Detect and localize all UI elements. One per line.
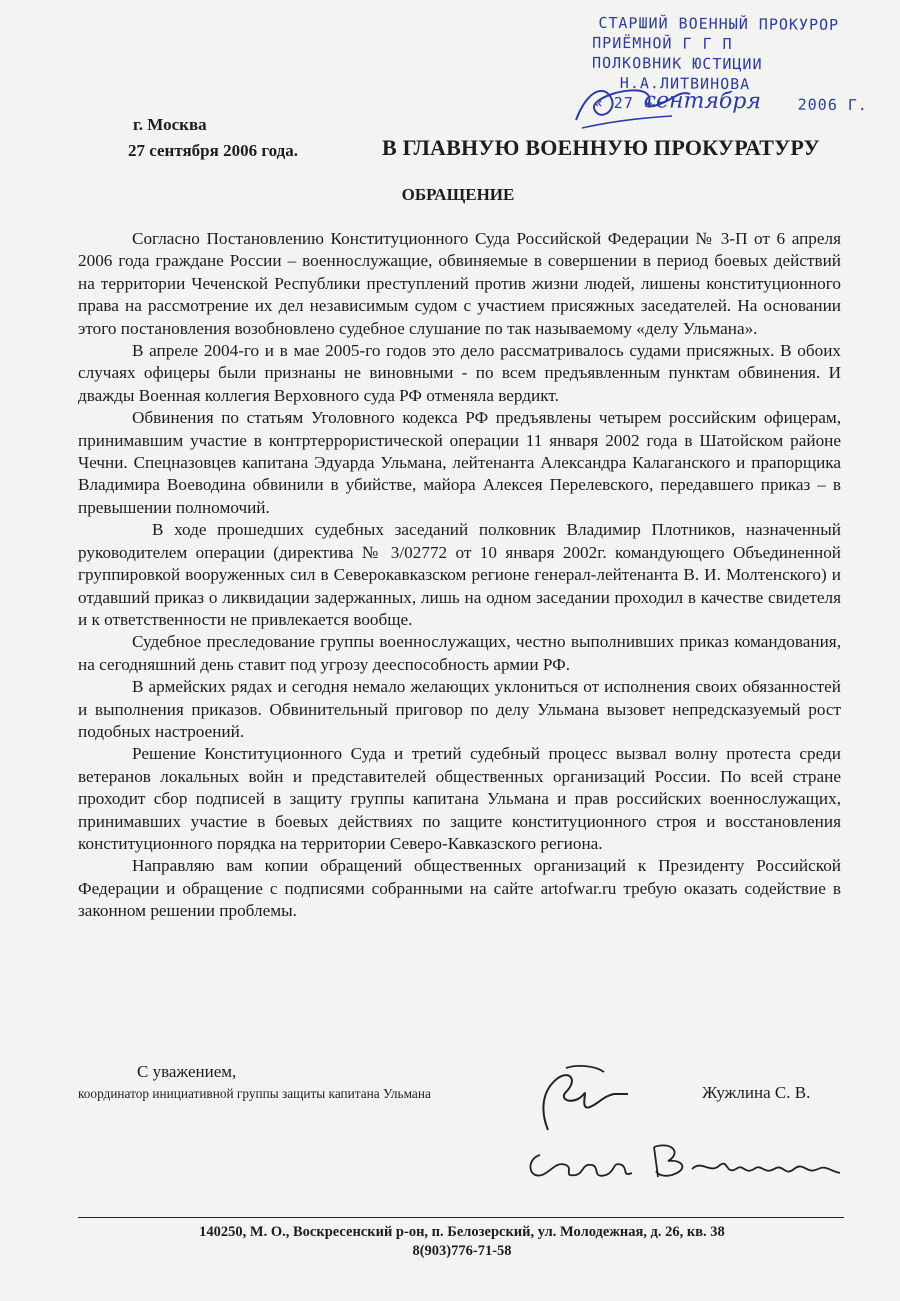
postal-address: [0, 1224, 900, 1241]
paragraph: Согласно Постановлению Конституционного Суда Российской Федерации № 3-П от 6 апреля 2006 года граждане России – военнослужащие, обвиняемые в совершении в период боевых действий на территории Чеченской Республики преступлений против жизни людей, лишены конституционного права на рассмотрение их дел независимым судом с участием присяжных заседателей. На основании этого постановления возобновлено судебное слушание по так называемому «делу Ульмана».: [78, 229, 841, 338]
phone-number-text: 8(903)776-71-58: [412, 1243, 512, 1259]
document-title-text: ОБРАЩЕНИЕ: [401, 185, 515, 204]
stamp-signature-icon: [568, 78, 698, 138]
paragraph: Направляю вам копии обращений общественных организаций к Президенту Российской Федерации и обращение с подписями собранными на сайте artofwar.ru требую оказать содействие в законном решении проблемы.: [78, 856, 841, 921]
stamp-line-2: ПРИЁМНОЙ Г Г П: [592, 33, 733, 54]
stamp-line-3: ПОЛКОВНИК ЮСТИЦИИ: [591, 53, 763, 74]
document-title: [0, 185, 900, 205]
letter-date: 27 сентября 2006 года.: [128, 141, 298, 160]
stamp-line-4: Н.А.ЛИТВИНОВА: [619, 74, 751, 94]
city: г. Москва: [133, 115, 207, 134]
phone-number: [0, 1243, 900, 1260]
paragraph: В апреле 2004-го и в мае 2005-го годов это дело рассматривалось судами присяжных. В обоих случаях офицеры были признаны не виновными - по всем предъявленным пунктам обвинения. И дважды Военная коллегия Верховного суда РФ отменяла вердикт.: [78, 341, 841, 405]
paragraph: Обвинения по статьям Уголовного кодекса РФ предъявлены четырем российским офицерам, принимавшим участие в контртеррористической операции 11 января 2002 года в Шатойском районе Чечни. Спецназовцев капитана Эдуарда Ульмана, лейтенанта Александра Калаганского и прапорщика Владимира Воеводина обвинили в убийстве, майора Алексея Перелевского, передавшего приказ – в превышении полномочий.: [78, 408, 841, 517]
signature-icon: [518, 1060, 648, 1140]
letter-body: [78, 228, 841, 923]
postal-address-text: 140250, М. О., Воскресенский р-он, п. Белозерский, ул. Молодежная, д. 26, кв. 38: [199, 1224, 725, 1240]
paragraph: В ходе прошедших судебных заседаний полковник Владимир Плотников, назначенный руководителем операции (директива № 3/02772 от 10 января 2002г. командующего Объединенной группировкой вооруженных сил в Северокавказском регионе генерал-лейтенанта В. И. Молтенского) и отдавший приказ о ликвидации задержанных, лишь на одном заседании проходил в качестве свидетеля и к ответственности не привлекается вообще.: [78, 520, 841, 629]
handwritten-name-icon: [522, 1135, 852, 1195]
signer-name: Жужлина С. В.: [702, 1083, 811, 1102]
stamp-date-month: сентября: [643, 88, 762, 115]
stamp-line-1: СТАРШИЙ ВОЕННЫЙ ПРОКУРОР: [598, 13, 840, 34]
stamp-date-year: 2006 Г.: [797, 95, 868, 115]
paragraph: Судебное преследование группы военнослужащих, честно выполнивших приказ командования, на сегодняшний день ставит под угрозу дееспособность армии РФ.: [78, 632, 841, 674]
closing-regards: С уважением,: [137, 1062, 237, 1081]
stamp-date-day: « 27 »: [593, 93, 654, 113]
addressee: В ГЛАВНУЮ ВОЕННУЮ ПРОКУРАТУРУ: [382, 135, 820, 160]
footer-divider: [78, 1217, 844, 1218]
paragraph: Решение Конституционного Суда и третий судебный процесс вызвал волну протеста среди ветеранов локальных войн и представителей общественных организаций России. По всей стране проходит сбор подписей в защиту группы капитана Ульмана и прав российских военнослужащих, принимавших участие в боевых действиях по защите конституционного строя и восстановления конституционного порядка на территории Северо-Кавказского региона.: [78, 744, 841, 853]
signer-role: координатор инициативной группы защиты капитана Ульмана: [78, 1086, 431, 1101]
paragraph: В армейских рядах и сегодня немало желающих уклониться от исполнения своих обязанностей и выполнения приказов. Обвинительный приговор по делу Ульмана вызовет непредсказуемый рост подобных настроений.: [78, 677, 841, 741]
